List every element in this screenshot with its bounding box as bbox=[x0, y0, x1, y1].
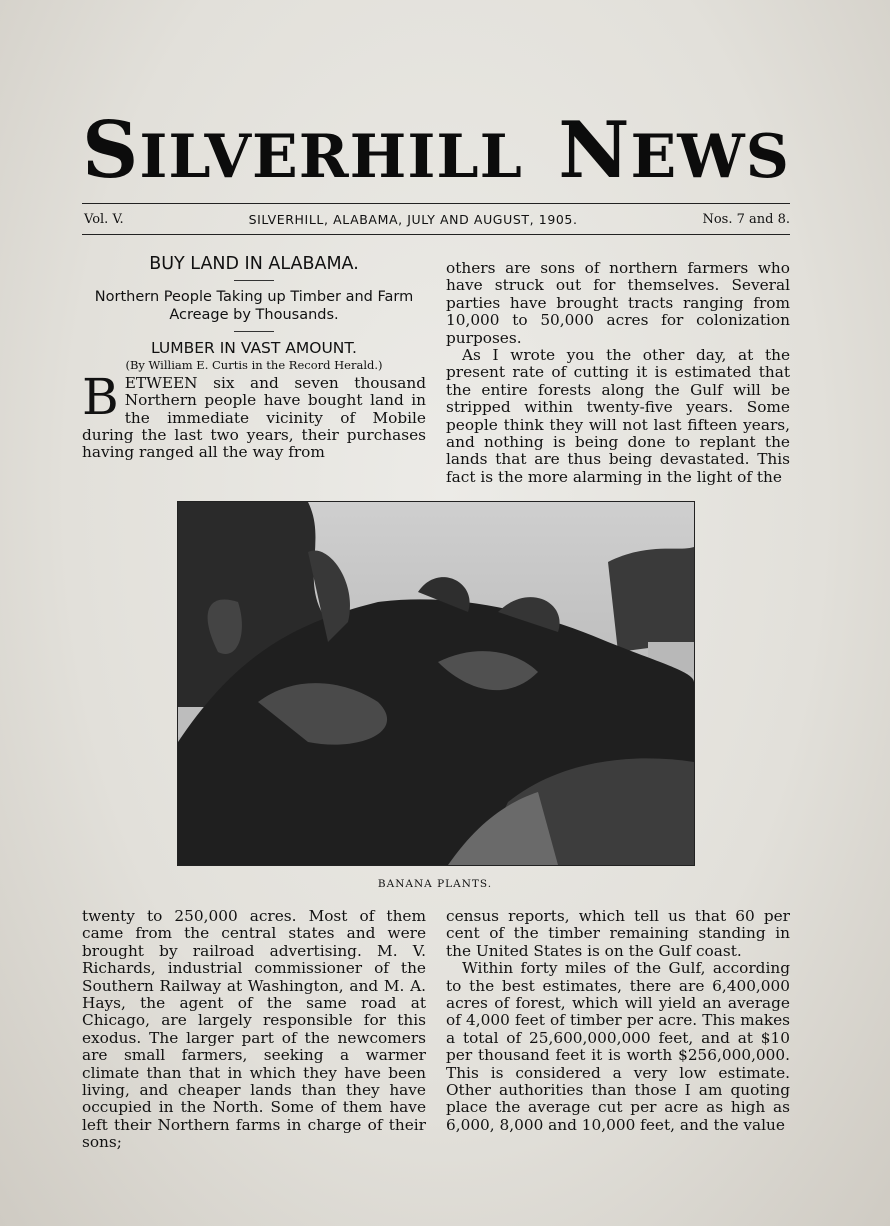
masthead-word-2: NEWS bbox=[558, 105, 790, 196]
issue-numbers: Nos. 7 and 8. bbox=[702, 211, 790, 227]
place-date: SILVERHILL, ALABAMA, JULY AND AUGUST, 1905. bbox=[248, 211, 578, 227]
article-headline: BUY LAND IN ALABAMA. bbox=[149, 254, 359, 274]
subhead-rule bbox=[234, 331, 274, 332]
paragraph: census reports, which tell us that 60 per cent of the timber remaining standing in the United States is on the Gulf coast. bbox=[446, 907, 790, 960]
paragraph: others are sons of northern farmers who have struck out for themselves. Several parties have brought tracts ranging from 10,000 to 50,000 acres for colonization purposes. bbox=[446, 259, 790, 347]
lead-paragraph: BETWEEN six and seven thousand Northern people have bought land in the immediate vicinity of Mobile during the last two years, their purchases having ranged all the way from bbox=[82, 367, 426, 462]
dateline bbox=[84, 208, 790, 230]
volume-number: Vol. V. bbox=[84, 211, 124, 227]
paragraph: As I wrote you the other day, at the present rate of cutting it is estimated that the entire forests along the Gulf will be stripped within twenty-five years. Some people think they will not last fifteen years, and nothing is being done to replant the lands that are thus being devastated. This fact is the more alarming in the light of the bbox=[446, 346, 790, 486]
paragraph: twenty to 250,000 acres. Most of them came from the central states and were brought by railroad advertising. M. V. Richards, industrial commissioner of the Southern Railway at Washington, and M. A. Hays, the agent of the same road at Chicago, are largely responsible for this exodus. The larger part of the newcomers are small farmers, seeking a warmer climate than that in which they have been living, and cheaper lands than they have occupied in the North. Some of them have left their Northern farms in charge of their sons; bbox=[82, 907, 426, 1152]
paragraph: Within forty miles of the Gulf, according to the best estimates, there are 6,400,000 acres of forest, which will yield an average of 4,000 feet of timber per acre. This makes a total of 25,600,000,000 feet, and at $10 per thousand feet it is worth $256,000,000. This is considered a very low estimate. Other authorities than those I am quoting place the average cut per acre as high as 6,000, 8,000 and 10,000 feet, and the value bbox=[446, 959, 790, 1134]
drop-cap: B bbox=[82, 367, 119, 426]
masthead bbox=[82, 105, 790, 196]
column-1-top bbox=[82, 256, 426, 462]
column-2-top bbox=[446, 260, 790, 486]
article-subhead-2: LUMBER IN VAST AMOUNT. bbox=[151, 339, 357, 358]
masthead-rule-top bbox=[82, 203, 790, 204]
column-2-bottom bbox=[446, 908, 790, 1134]
headline-rule bbox=[234, 280, 274, 281]
photo-caption: BANANA PLANTS. bbox=[377, 878, 493, 890]
banana-plants-photo bbox=[177, 501, 695, 866]
byline: (By William E. Curtis in the Record Herald.) bbox=[125, 358, 383, 373]
column-1-bottom bbox=[82, 908, 426, 1152]
photo-illustration bbox=[178, 502, 694, 865]
masthead-rule-bottom bbox=[82, 234, 790, 235]
masthead-word-1: SILVERHILL bbox=[82, 105, 523, 196]
article-subhead: Northern People Taking up Timber and Farm Acreage by Thousands. bbox=[94, 289, 414, 324]
